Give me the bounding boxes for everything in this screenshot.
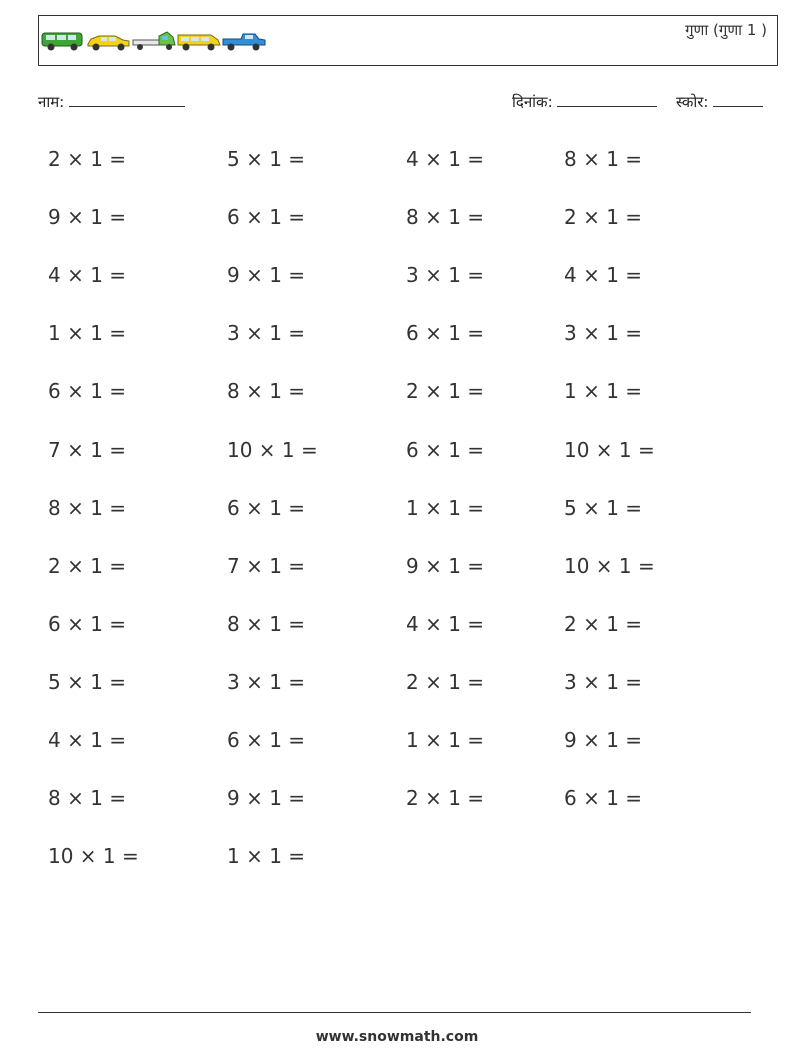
- problem-item: 9 × 1 =: [227, 263, 306, 288]
- problem-item: 6 × 1 =: [48, 611, 127, 636]
- problem-item: 1 × 1 =: [48, 321, 127, 346]
- car-icon: [42, 33, 82, 51]
- problem-item: 9 × 1 =: [227, 786, 306, 811]
- problem-item: 5 × 1 =: [227, 147, 306, 171]
- problem-item: 4 × 1 =: [48, 728, 127, 752]
- problem-item: 4 × 1 =: [406, 611, 485, 636]
- problem-item: 2 × 1 =: [48, 553, 127, 578]
- score-field: [676, 92, 763, 112]
- problem-item: 3 × 1 =: [227, 669, 306, 694]
- problem-item: 8 × 1 =: [48, 495, 127, 520]
- problem-item: 6 × 1 =: [227, 495, 306, 520]
- problem-item: 5 × 1 =: [564, 495, 643, 520]
- score-label: स्कोर:: [676, 93, 709, 111]
- problem-item: 2 × 1 =: [564, 611, 643, 636]
- problem-item: 10 × 1 =: [564, 553, 655, 578]
- problem-item: 1 × 1 =: [406, 728, 485, 752]
- problem-item: 2 × 1 =: [406, 669, 485, 694]
- problem-item: 2 × 1 =: [406, 786, 485, 811]
- problem-item: 10 × 1 =: [564, 437, 655, 462]
- problem-item: 5 × 1 =: [48, 669, 127, 694]
- problem-item: 4 × 1 =: [564, 263, 643, 288]
- problem-item: 6 × 1 =: [227, 205, 306, 230]
- problem-item: 9 × 1 =: [48, 205, 127, 230]
- car-icon: [178, 35, 220, 51]
- problem-item: 1 × 1 =: [406, 495, 485, 520]
- problem-item: 3 × 1 =: [227, 321, 306, 346]
- problem-item: 4 × 1 =: [406, 147, 485, 171]
- name-label: नाम:: [38, 93, 65, 111]
- date-label: दिनांक:: [512, 93, 553, 111]
- problem-item: 9 × 1 =: [564, 728, 643, 752]
- problem-item: 10 × 1 =: [48, 844, 139, 869]
- problem-item: 6 × 1 =: [564, 786, 643, 811]
- problem-item: 8 × 1 =: [48, 786, 127, 811]
- date-blank[interactable]: [557, 92, 657, 107]
- score-blank[interactable]: [713, 92, 763, 107]
- problem-item: 6 × 1 =: [48, 379, 127, 404]
- problem-item: 1 × 1 =: [227, 844, 306, 869]
- problem-item: 8 × 1 =: [227, 611, 306, 636]
- problem-item: 9 × 1 =: [406, 553, 485, 578]
- problem-item: 3 × 1 =: [564, 669, 643, 694]
- problem-item: 2 × 1 =: [564, 205, 643, 230]
- problem-item: 8 × 1 =: [406, 205, 485, 230]
- header-box: [38, 15, 778, 66]
- problem-item: 8 × 1 =: [564, 147, 643, 171]
- problem-item: 3 × 1 =: [564, 321, 643, 346]
- problem-item: 7 × 1 =: [227, 553, 306, 578]
- car-icon: [223, 34, 265, 51]
- car-icon: [133, 32, 175, 50]
- name-blank[interactable]: [69, 92, 185, 107]
- footer-divider: [38, 1012, 751, 1013]
- date-field: [512, 92, 657, 112]
- footer-url: www.snowmath.com: [315, 1029, 479, 1045]
- problem-item: 6 × 1 =: [406, 437, 485, 462]
- problem-item: 2 × 1 =: [406, 379, 485, 404]
- worksheet-title: गुणा (गुणा 1 ): [685, 21, 767, 39]
- car-icons: [41, 29, 269, 53]
- problem-item: 6 × 1 =: [227, 728, 306, 752]
- problem-item: 8 × 1 =: [227, 379, 306, 404]
- problem-item: 3 × 1 =: [406, 263, 485, 288]
- name-field: [38, 92, 185, 112]
- problem-item: 7 × 1 =: [48, 437, 127, 462]
- problem-item: 2 × 1 =: [48, 147, 127, 171]
- problem-item: 1 × 1 =: [564, 379, 643, 404]
- problem-item: 6 × 1 =: [406, 321, 485, 346]
- car-icon: [88, 36, 129, 51]
- problem-item: 10 × 1 =: [227, 437, 318, 462]
- problem-item: 4 × 1 =: [48, 263, 127, 288]
